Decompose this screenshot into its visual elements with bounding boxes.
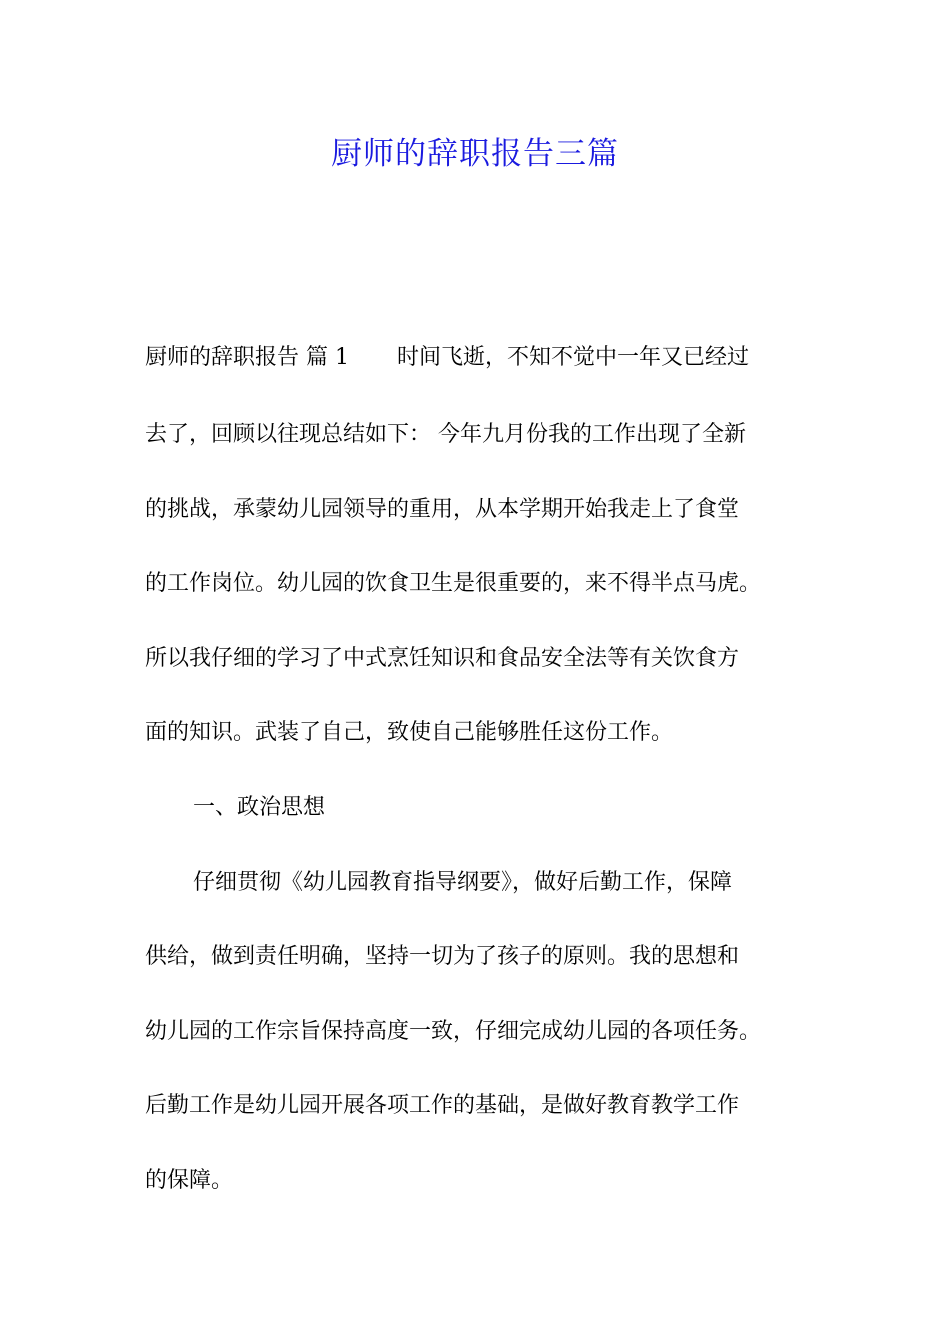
body-line: 所以我仔细的学习了中式烹饪知识和食品安全法等有关饮食方 bbox=[145, 646, 740, 671]
document-title: 厨师的辞职报告三篇 bbox=[331, 136, 619, 172]
body-line bbox=[145, 343, 815, 373]
body-text: 时间飞逝，不知不觉中一年又已经过 bbox=[396, 345, 749, 370]
body-line: 幼儿园的工作宗旨保持高度一致，仔细完成幼儿园的各项任务。 bbox=[145, 1019, 762, 1044]
body-line: 供给，做到责任明确，坚持一切为了孩子的原则。我的思想和 bbox=[145, 944, 740, 969]
subheading-line: 一、政治思想 bbox=[193, 795, 326, 820]
body-line: 的挑战，承蒙幼儿园领导的重用，从本学期开始我走上了食堂 bbox=[145, 497, 740, 522]
body-line: 去了，回顾以往现总结如下： 今年九月份我的工作出现了全新 bbox=[145, 422, 746, 447]
body-line: 仔细贯彻《幼儿园教育指导纲要》，做好后勤工作，保障 bbox=[193, 870, 733, 895]
body-line: 后勤工作是幼儿园开展各项工作的基础，是做好教育教学工作 bbox=[145, 1093, 740, 1118]
body-line: 的工作岗位。幼儿园的饮食卫生是很重要的，来不得半点马虎。 bbox=[145, 571, 762, 596]
section-heading: 厨师的辞职报告 篇 1 bbox=[145, 345, 349, 370]
body-line: 面的知识。武装了自己，致使自己能够胜任这份工作。 bbox=[145, 720, 674, 745]
body-line: 的保障。 bbox=[145, 1168, 234, 1193]
